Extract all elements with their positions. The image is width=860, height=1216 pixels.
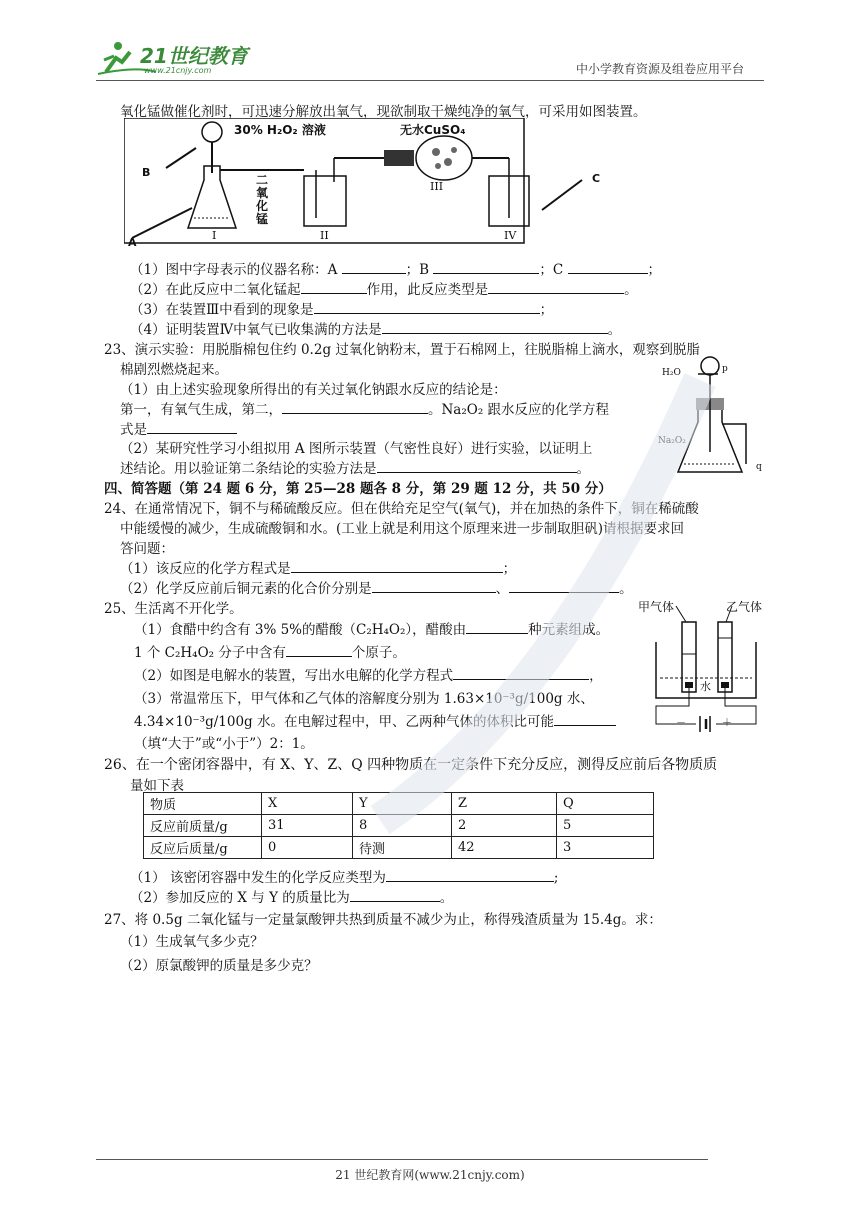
q23-line1: 23、演示实验：用脱脂棉包住约 0.2g 过氧化钠粉末，置于石棉网上，往脱脂棉上滴水，观察到脱脂 xyxy=(104,342,700,358)
oxygen-apparatus-diagram xyxy=(124,118,624,252)
table-cell: 物质 xyxy=(144,793,262,815)
minus-label: － xyxy=(676,718,686,729)
logo-text: 21世纪教育 xyxy=(140,44,248,68)
table-cell: 0 xyxy=(262,837,353,859)
q24-sub1: （1）该反应的化学方程式是 ； xyxy=(120,561,517,577)
logo-url: www.21cnjy.com xyxy=(144,66,212,75)
table-cell: 3 xyxy=(557,837,654,859)
site-logo xyxy=(96,38,266,78)
q23-line4: 第一，有氧气生成，第二， 。Na₂O₂ 跟水反应的化学方程 xyxy=(120,402,610,418)
q22-sub2: （2）在此反应中二氧化锰起 作用，此反应类型是 。 xyxy=(130,282,638,298)
q25-sub2: （2）如图是电解水的装置，写出水电解的化学方程式 ， xyxy=(134,668,603,684)
header-divider xyxy=(96,80,764,81)
q22-sub1: （1）图中字母表示的仪器名称：A ；B ；C ； xyxy=(130,262,661,278)
q25-title: 25、生活离不开化学。 xyxy=(104,601,243,617)
jia-gas-label: 甲气体 xyxy=(638,600,675,614)
fig-h2o-label: H₂O xyxy=(662,368,681,378)
label-i: I xyxy=(212,229,217,242)
table-row xyxy=(144,793,654,815)
apparatus-figure xyxy=(124,118,624,252)
q23-line2: 棉剧烈燃烧起来。 xyxy=(120,362,228,378)
table-cell: Z xyxy=(452,793,557,815)
q22-sub4: （4）证明装置Ⅳ中氧气已收集满的方法是 。 xyxy=(130,322,622,338)
label-b: B xyxy=(142,166,151,179)
table-cell: X xyxy=(262,793,353,815)
q23-line3: （1）由上述实验现象所得出的有关过氧化钠跟水反应的结论是： xyxy=(120,382,507,398)
q26-sub1: （1） 该密闭容器中发生的化学反应类型为 ; xyxy=(130,870,559,886)
table-cell: 反应后质量/g xyxy=(144,837,262,859)
label-h2o2: 30% H₂O₂ 溶液 xyxy=(234,123,326,137)
q26-line2: 量如下表 xyxy=(130,778,184,794)
fig-p-label: p xyxy=(722,364,728,374)
q24-line1: 24、在通常情况下，铜不与稀硫酸反应。但在供给充足空气(氧气)，并在加热的条件下，铜在稀硫酸 xyxy=(104,501,699,517)
table-row xyxy=(144,815,654,837)
q24-line2: 中能缓慢的减少，生成硫酸铜和水。(工业上就是利用这个原理来进一步制取胆矾)请根据要求回 xyxy=(120,521,685,537)
label-mno2: 二氧化锰 xyxy=(256,173,269,226)
table-cell: 2 xyxy=(452,815,557,837)
section-4-title: 四、简答题（第 24 题 6 分，第 25—28 题各 8 分，第 29 题 12 分，共 50 分） xyxy=(104,481,612,497)
mass-table xyxy=(143,792,654,859)
table-cell: 反应前质量/g xyxy=(144,815,262,837)
label-ii: II xyxy=(320,229,329,242)
q25-sub3b: 4.34×10⁻³g/100g 水。在电解过程中，甲、乙两种气体的体积比可能 xyxy=(134,710,616,730)
na2o2-flask-figure xyxy=(658,352,768,478)
table-cell: Q xyxy=(557,793,654,815)
q24-sub2: （2）化学反应前后铜元素的化合价分别是 、 。 xyxy=(120,581,633,597)
table-cell: 待测 xyxy=(353,837,452,859)
q26-sub2: （2）参加反应的 X 与 Y 的质量比为 。 xyxy=(130,890,454,906)
fig-q-label: q xyxy=(756,462,762,472)
table-row xyxy=(144,837,654,859)
electrolysis-diagram xyxy=(636,602,772,732)
q25-sub3: （3）常温常压下，甲气体和乙气体的溶解度分别为 1.63×10⁻³g/100g 水、 xyxy=(134,691,594,707)
q24-line3: 答问题： xyxy=(120,541,174,557)
q27-line1: 27、将 0.5g 二氧化锰与一定量氯酸钾共热到质量不减少为止，称得残渣质量为 15.4g。求： xyxy=(104,912,662,928)
table-cell: Y xyxy=(353,793,452,815)
q23-line7: 述结论。用以验证第二条结论的实验方法是 。 xyxy=(120,461,590,477)
table-cell: 31 xyxy=(262,815,353,837)
label-iv: IV xyxy=(504,229,517,242)
label-cuso4: 无水CuSO₄ xyxy=(400,123,466,137)
q27-sub1: （1）生成氧气多少克？ xyxy=(120,934,264,950)
intro-line: 氧化锰做催化剂时，可迅速分解放出氧气，现欲制取干燥纯净的氧气，可采用如图装置。 xyxy=(120,104,647,120)
footer-divider xyxy=(96,1159,708,1160)
q25-sub1: （1）食醋中约含有 3% 5%的醋酸（C₂H₄O₂），醋酸由 种元素组成。 xyxy=(134,622,610,638)
fig-na2o2-label: Na₂O₂ xyxy=(658,436,686,446)
footer-text: 21 世纪教育网(www.21cnjy.com) xyxy=(335,1168,525,1182)
electrolysis-figure xyxy=(636,602,772,732)
table-cell: 42 xyxy=(452,837,557,859)
table-cell: 8 xyxy=(353,815,452,837)
label-iii: III xyxy=(430,180,444,193)
plus-label: ＋ xyxy=(722,718,732,729)
q22-sub3: （3）在装置Ⅲ中看到的现象是 ； xyxy=(130,302,554,318)
yi-gas-label: 乙气体 xyxy=(726,600,763,614)
q25-sub3c: （填“大于”或“小于”）2：1。 xyxy=(134,736,314,752)
table-cell: 5 xyxy=(557,815,654,837)
q25-sub1b: 1 个 C₂H₄O₂ 分子中含有 个原子。 xyxy=(134,645,406,661)
q23-line6: （2）某研究性学习小组拟用 A 图所示装置（气密性良好）进行实验，以证明上 xyxy=(120,441,593,457)
header-platform-text: 中小学教育资源及组卷应用平台 xyxy=(576,62,745,76)
q27-sub2: （2）原氯酸钾的质量是多少克？ xyxy=(120,958,318,974)
label-a: A xyxy=(128,236,137,249)
q26-line1: 26、在一个密闭容器中，有 X、Y、Z、Q 四种物质在一定条件下充分反应，测得反应前后各物质质 xyxy=(104,757,718,773)
water-label: 水 xyxy=(700,680,711,693)
label-c: C xyxy=(592,172,601,185)
q23-line5: 式是 xyxy=(120,418,237,438)
